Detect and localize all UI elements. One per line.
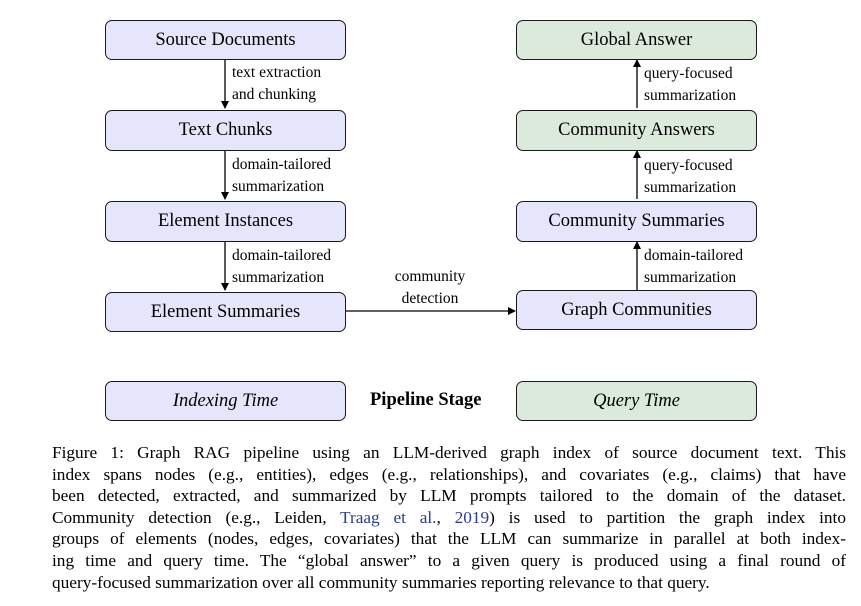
caption-line: index spans nodes (e.g., entities), edges (e.g., relationships), and covariates (e.g., claims) that have (52, 464, 846, 484)
caption-line (52, 507, 846, 529)
node-global-answer (516, 20, 757, 60)
edge-label-line: summarization (232, 269, 325, 286)
caption-line: ing time and query time. The “global answer” to a given query is produced using a final round of (52, 550, 846, 570)
edge-label (232, 245, 331, 289)
legend-indexing-time (105, 381, 346, 421)
node-element-summaries (105, 292, 346, 332)
figure-caption (52, 442, 846, 593)
citation-author-link[interactable]: Traag et al. (340, 507, 437, 527)
edge-label-line: query-focused (644, 65, 733, 82)
node-label: Text Chunks (178, 120, 273, 140)
node-label: Community Summaries (548, 211, 725, 231)
edge-label-line: domain-tailored (232, 156, 331, 173)
legend-label: Query Time (593, 390, 680, 411)
legend-label: Indexing Time (172, 390, 279, 411)
node-label: Global Answer (580, 29, 693, 50)
edge-label (644, 63, 736, 107)
edge-label-line: domain-tailored (232, 247, 331, 264)
node-text-chunks (105, 110, 346, 151)
citation-year-link[interactable]: 2019 (454, 507, 490, 527)
node-source-documents (105, 20, 346, 60)
edge-label-line: text extraction (232, 64, 322, 81)
edge-label-line: summarization (232, 178, 325, 195)
legend-query-time (516, 381, 757, 421)
edge-label (232, 154, 331, 198)
node-community-answers (516, 110, 757, 151)
node-label: Element Summaries (150, 301, 301, 322)
node-label: Community Answers (558, 120, 715, 140)
node-label: Element Instances (157, 211, 294, 231)
caption-text: ) is used to partition the graph index into (489, 507, 846, 527)
node-label: Source Documents (155, 29, 296, 50)
edge-label-line: community (394, 268, 466, 285)
caption-line: been detected, extracted, and summarized by LLM prompts tailored to the domain of the dataset. (52, 486, 846, 506)
edge-label-line: detection (401, 290, 459, 307)
edge-label-line: query-focused (644, 157, 733, 174)
edge-label-line: summarization (644, 269, 737, 286)
edge-label-line: and chunking (232, 86, 316, 103)
edge-label-line: summarization (644, 179, 737, 196)
node-element-instances (105, 201, 346, 242)
edge-label-line: summarization (644, 87, 737, 104)
node-label: Graph Communities (561, 299, 712, 320)
node-community-summaries (516, 201, 757, 242)
caption-text: , (436, 507, 455, 527)
edge-label (644, 155, 736, 199)
caption-line: Figure 1: Graph RAG pipeline using an LLM-derived graph index of source document text. This (52, 443, 846, 462)
edge-label (232, 62, 321, 106)
legend-pipeline-stage: Pipeline Stage (370, 390, 482, 410)
node-graph-communities (516, 290, 757, 330)
caption-line: query-focused summarization over all community summaries reporting relevance to that query. (52, 572, 710, 592)
edge-label-line: domain-tailored (644, 247, 743, 264)
edge-label-community-detection (380, 266, 480, 310)
caption-text: Community detection (e.g., Leiden, (52, 507, 340, 527)
edge-label (644, 245, 743, 289)
caption-line: groups of elements (nodes, edges, covariates) that the LLM can summarize in parallel at both index- (52, 529, 846, 549)
